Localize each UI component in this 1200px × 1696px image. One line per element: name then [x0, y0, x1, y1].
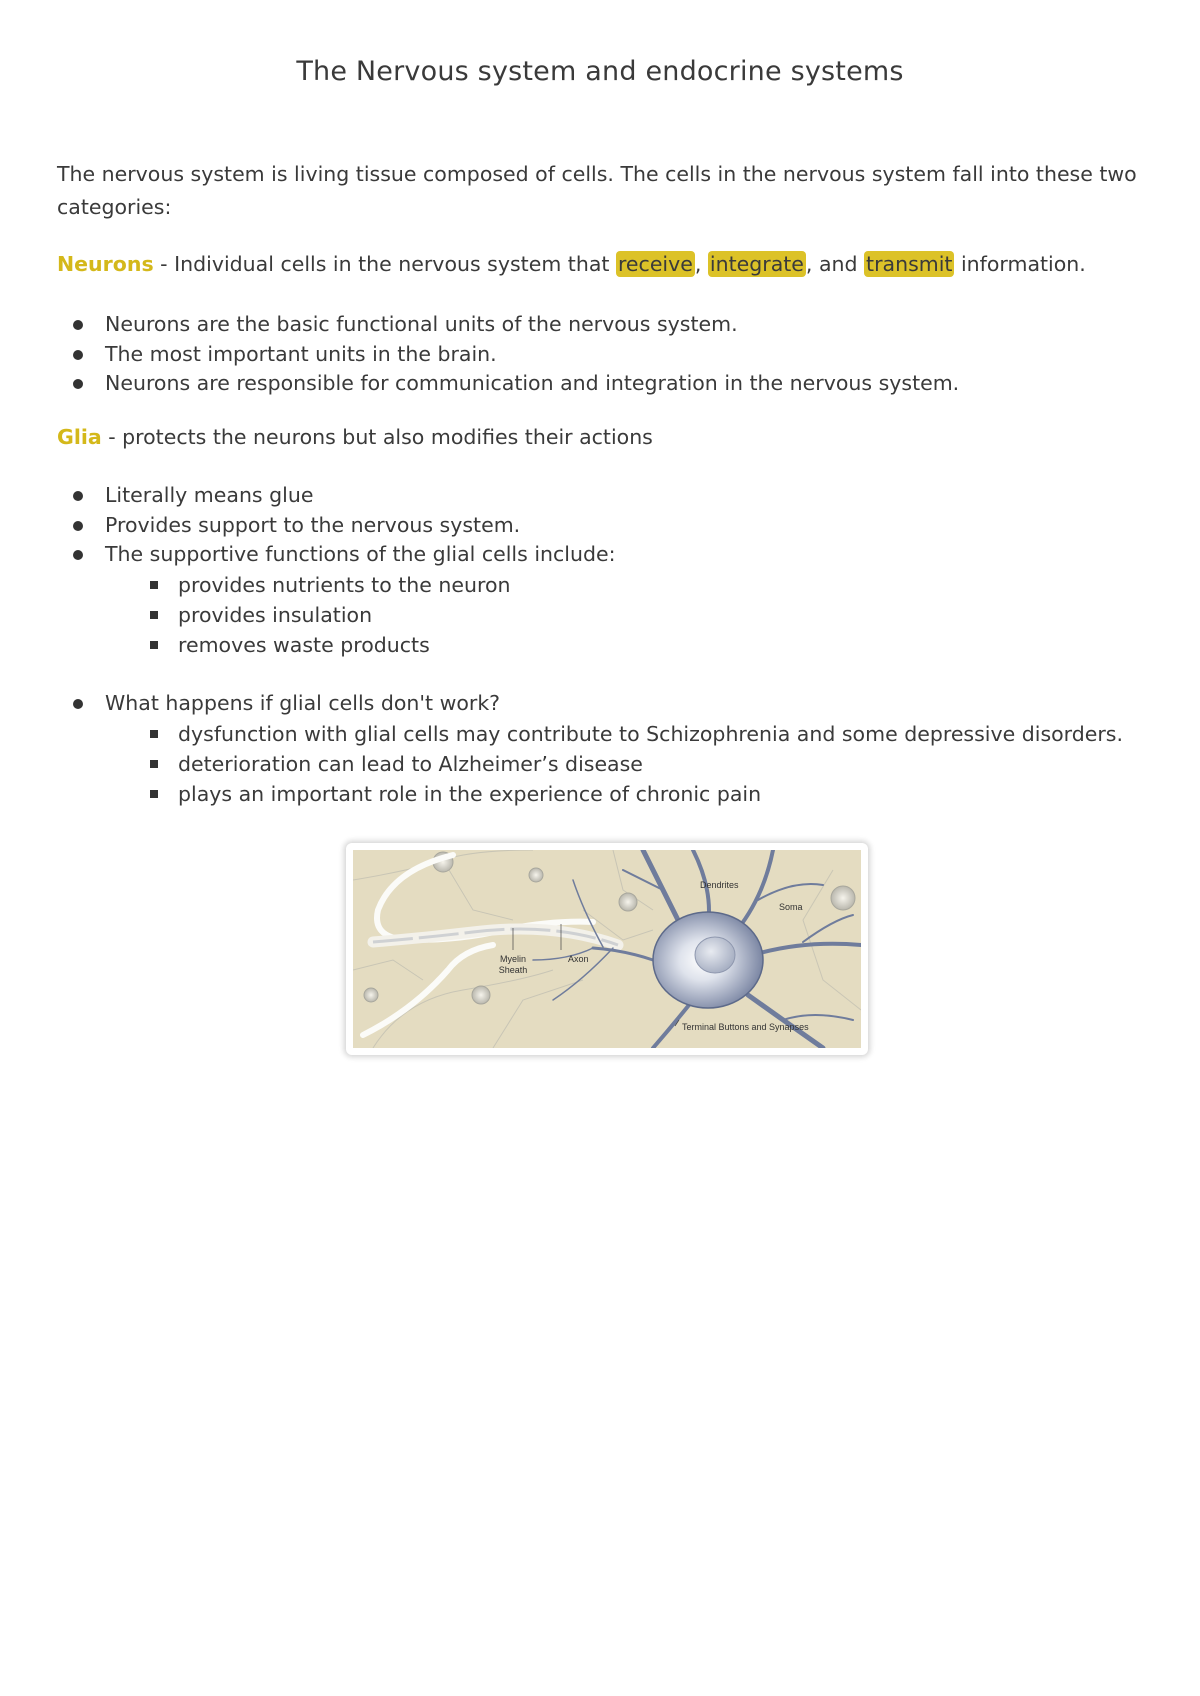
- list-item: The supportive functions of the glial cells include: provides nutrients to the neuron provides insulation removes waste products: [70, 540, 616, 660]
- label-soma: Soma: [779, 902, 803, 912]
- glia-term: Glia: [57, 425, 102, 449]
- bullet-square-icon: [150, 760, 158, 768]
- bullet-square-icon: [150, 641, 158, 649]
- bullet-dot-icon: [73, 320, 83, 330]
- list-item: Literally means glue: [70, 481, 616, 511]
- highlight-integrate: integrate: [709, 252, 804, 276]
- list-item: Provides support to the nervous system.: [70, 511, 616, 541]
- supportive-functions-list: [105, 570, 616, 660]
- neurons-definition-end: information.: [954, 252, 1086, 276]
- neurons-term: Neurons: [57, 252, 154, 276]
- neurons-definition-start: - Individual cells in the nervous system that: [153, 252, 616, 276]
- glia-question-list: [70, 689, 1123, 809]
- neuron-illustration: [346, 843, 868, 1055]
- list-item: provides insulation: [105, 600, 616, 630]
- bullet-square-icon: [150, 611, 158, 619]
- document-title: The Nervous system and endocrine systems: [296, 56, 904, 87]
- label-sheath: Sheath: [498, 965, 528, 975]
- list-item: plays an important role in the experience of chronic pain: [105, 779, 1123, 809]
- bullet-dot-icon: [73, 379, 83, 389]
- list-item: What happens if glial cells don't work? dysfunction with glial cells may contribute to Schizophrenia and some depressive disorders. deterioration can lead to Alzheimer’s disease plays an important role in the experience of chronic pain: [70, 689, 1123, 809]
- label-myelin: Myelin: [499, 954, 527, 964]
- bullet-square-icon: [150, 790, 158, 798]
- label-terminal: Terminal Buttons and Synapses: [682, 1022, 809, 1032]
- neurons-definition: [57, 252, 1086, 276]
- bullet-dot-icon: [73, 699, 83, 709]
- bullet-dot-icon: [73, 491, 83, 501]
- list-item: provides nutrients to the neuron: [105, 570, 616, 600]
- list-item: The most important units in the brain.: [70, 340, 959, 370]
- nucleus-shape: [695, 937, 735, 973]
- bullet-dot-icon: [73, 350, 83, 360]
- neuron-diagram: [353, 850, 861, 1048]
- list-item: Neurons are responsible for communication and integration in the nervous system.: [70, 369, 959, 399]
- bullet-dot-icon: [73, 550, 83, 560]
- label-dendrites: Dendrites: [700, 880, 739, 890]
- highlight-receive: receive: [617, 252, 693, 276]
- intro-paragraph: The nervous system is living tissue composed of cells. The cells in the nervous system fall into these two categories:: [57, 162, 1137, 219]
- list-item: Neurons are the basic functional units of the nervous system.: [70, 310, 959, 340]
- list-item: removes waste products: [105, 630, 616, 660]
- label-axon: Axon: [568, 954, 589, 964]
- list-item: dysfunction with glial cells may contribute to Schizophrenia and some depressive disorders.: [105, 719, 1123, 749]
- glia-definition: [57, 425, 653, 449]
- glia-bullet-list: [70, 481, 616, 660]
- separator-1: ,: [694, 252, 708, 276]
- consequences-list: [105, 719, 1123, 809]
- list-item: deterioration can lead to Alzheimer’s disease: [105, 749, 1123, 779]
- bullet-square-icon: [150, 730, 158, 738]
- glia-definition-text: - protects the neurons but also modifies their actions: [101, 425, 653, 449]
- neurons-bullet-list: [70, 310, 959, 399]
- bullet-dot-icon: [73, 521, 83, 531]
- separator-2: , and: [805, 252, 865, 276]
- bullet-square-icon: [150, 581, 158, 589]
- highlight-transmit: transmit: [866, 252, 953, 276]
